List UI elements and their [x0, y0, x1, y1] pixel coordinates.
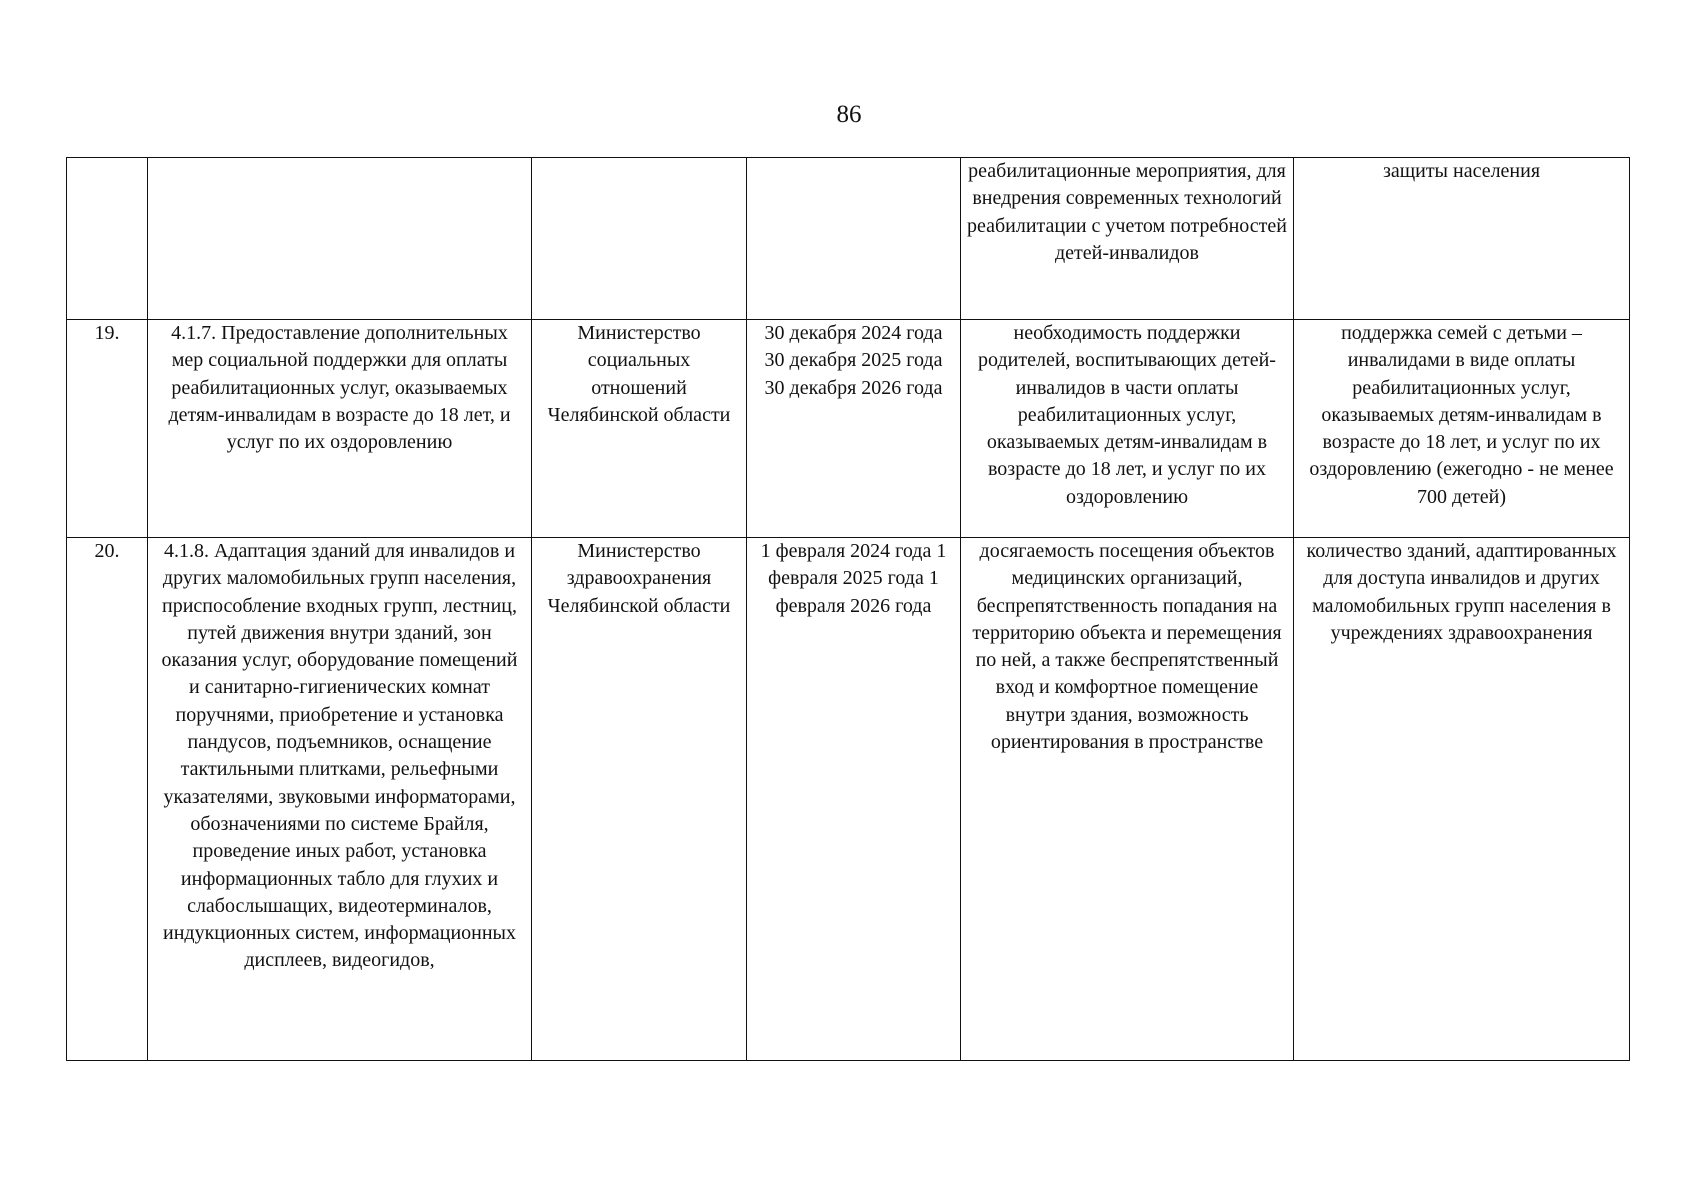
row-number: 20. — [94, 540, 120, 562]
justification-text: досягаемость посещения объектов медицинских организаций, беспрепятственность попадания на территорию объекта и перемещения по ней, а также беспрепятственный вход и комфортное помещение внутри здания, возможность ориентирования в пространстве — [972, 540, 1282, 754]
table-row — [67, 320, 1630, 538]
deadline-cell — [747, 538, 961, 1061]
result-cell — [1294, 538, 1630, 1061]
result-cell — [1294, 320, 1630, 538]
justification-cell — [961, 158, 1294, 320]
justification-text: необходимость поддержки родителей, воспитывающих детей-инвалидов в части оплаты реабилитационных услуг, оказываемых детям-инвалидам в возрасте до 18 лет, и услуг по их оздоровлению — [978, 322, 1276, 508]
responsible-text: Министерство здравоохранения Челябинской области — [547, 540, 731, 617]
activity-cell — [148, 320, 532, 538]
activity-cell — [148, 158, 532, 320]
justification-text: реабилитационные мероприятия, для внедрения современных технологий реабилитации с учетом потребностей детей-инвалидов — [967, 160, 1287, 264]
row-number: 19. — [94, 322, 120, 344]
responsible-cell — [532, 158, 747, 320]
result-cell — [1294, 158, 1630, 320]
responsible-text: Министерство социальных отношений Челябинской области — [547, 322, 731, 426]
row-number-cell — [67, 320, 148, 538]
deadline-text: 30 декабря 2024 года 30 декабря 2025 года 30 декабря 2026 года — [764, 322, 943, 399]
activity-text: 4.1.8. Адаптация зданий для инвалидов и других маломобильных групп населения, приспособление входных групп, лестниц, путей движения внутри зданий, зон оказания услуг, оборудование помещений и санитарно-гигиенических комнат поручнями, приобретение и установка пандусов, подъемников, оснащение тактильными плитками, рельефными указателями, звуковыми информаторами, обозначениями по системе Брайля, проведение иных работ, установка информационных табло для глухих и слабослышащих, видеотерминалов, индукционных систем, информационных дисплеев, видеогидов, — [161, 540, 518, 972]
responsible-cell — [532, 538, 747, 1061]
justification-cell — [961, 320, 1294, 538]
measures-table — [66, 157, 1630, 1061]
deadline-text: 1 февраля 2024 года 1 февраля 2025 года 1 февраля 2026 года — [760, 540, 947, 617]
row-number-cell — [67, 158, 148, 320]
activity-text: 4.1.7. Предоставление дополнительных мер социальной поддержки для оплаты реабилитационных услуг, оказываемых детям-инвалидам в возрасте до 18 лет, и услуг по их оздоровлению — [168, 322, 511, 454]
row-number-cell — [67, 538, 148, 1061]
responsible-cell — [532, 320, 747, 538]
result-text: количество зданий, адаптированных для доступа инвалидов и других маломобильных групп населения в учреждениях здравоохранения — [1306, 540, 1617, 644]
table-row — [67, 538, 1630, 1061]
deadline-cell — [747, 320, 961, 538]
table-row — [67, 158, 1630, 320]
deadline-cell — [747, 158, 961, 320]
activity-cell — [148, 538, 532, 1061]
result-text: поддержка семей с детьми – инвалидами в виде оплаты реабилитационных услуг, оказываемых детям-инвалидам в возрасте до 18 лет, и услуг по их оздоровлению (ежегодно - не менее 700 детей) — [1309, 322, 1614, 508]
result-text: защиты населения — [1382, 160, 1541, 182]
justification-cell — [961, 538, 1294, 1061]
page-number: 86 — [836, 101, 862, 128]
